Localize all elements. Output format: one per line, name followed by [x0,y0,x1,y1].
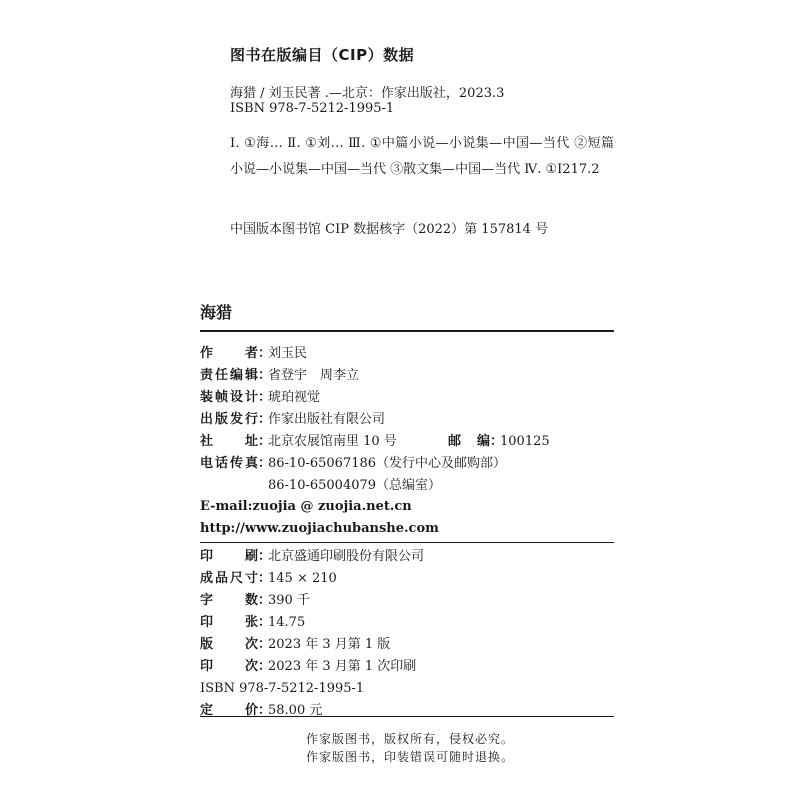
publisher-label: 出版发行 [200,412,258,427]
publisher-row: 出版发行：作家出版社有限公司 [200,409,385,431]
cip-title: 图书在版编目（CIP）数据 [230,46,415,64]
size-row: 成品尺寸：145 × 210 [200,568,337,590]
design-value: 琥珀视觉 [268,390,321,405]
cip-bibliographic-line: 海猎 / 刘玉民著 .—北京：作家出版社，2023.3 [230,86,505,101]
publisher-value: 作家出版社有限公司 [268,412,386,427]
isbn-line: ISBN 978-7-5212-1995-1 [200,681,365,696]
postcode-value: 100125 [500,434,550,449]
edition-label: 版次 [200,637,258,652]
address-value: 北京农展馆南里 10 号 [268,434,397,449]
cip-approval-number: 中国版本图书馆 CIP 数据核字（2022）第 157814 号 [230,222,549,237]
design-row: 装帧设计：琥珀视觉 [200,387,320,409]
author-label: 作者 [200,346,258,361]
title-divider [200,330,614,332]
edition-row: 版次：2023 年 3 月第 1 版 [200,634,390,656]
bottom-divider [200,716,614,717]
design-label: 装帧设计 [200,390,258,405]
phone-row: 电话传真：86-10-65067186（发行中心及邮购部） [200,453,506,475]
phone-value-1: 86-10-65067186（发行中心及邮购部） [268,456,507,471]
phone-row-2 [268,475,441,497]
size-value: 145 × 210 [268,571,337,586]
sheets-row: 印张：14.75 [200,612,305,634]
words-value: 390 千 [268,593,310,608]
printer-value: 北京盛通印刷股份有限公司 [268,549,425,564]
size-label: 成品尺寸 [200,571,258,586]
sheets-value: 14.75 [268,615,306,630]
edition-value: 2023 年 3 月第 1 版 [268,637,391,652]
sheets-label: 印张 [200,615,258,630]
words-row: 字数：390 千 [200,590,310,612]
address-row: 社址：北京农展馆南里 10 号 邮编：100125 [200,431,550,453]
editor-label: 责任编辑 [200,368,258,383]
editor-row: 责任编辑：省登宇 周李立 [200,365,359,387]
price-row: 定价：58.00 元 [200,700,322,722]
price-label: 定价 [200,703,258,718]
return-notice: 作家版图书，印装错误可随时退换。 [305,750,514,764]
cip-isbn-line: ISBN 978-7-5212-1995-1 [230,101,395,116]
book-title: 海猎 [200,303,233,322]
postcode-label: 邮编 [448,434,490,449]
editor-value: 省登宇 周李立 [268,368,360,383]
website-line: http://www.zuojiachubanshe.com [200,521,439,536]
printer-label: 印刷 [200,549,258,564]
author-value: 刘玉民 [268,346,308,361]
phone-value-2: 86-10-65004079（总编室） [268,478,442,493]
impression-label: 印次 [200,659,258,674]
printer-row: 印刷：北京盛通印刷股份有限公司 [200,546,424,568]
phone-label: 电话传真 [200,456,258,471]
email-line: E-mail:zuojia @ zuojia.net.cn [200,499,412,514]
address-label: 社址 [200,434,258,449]
words-label: 字数 [200,593,258,608]
copyright-notice: 作家版图书，版权所有，侵权必究。 [305,732,514,746]
details-divider [200,542,614,543]
author-row: 作者：刘玉民 [200,343,307,365]
impression-row: 印次：2023 年 3 月第 1 次印刷 [200,656,416,678]
price-value: 58.00 元 [268,703,323,718]
cip-classification: Ⅰ. ①海… Ⅱ. ①刘… Ⅲ. ①中篇小说—小说集—中国—当代 ②短篇小说—小说集—中国—当代 ③散文集—中国—当代 Ⅳ. ①I217.2 [230,136,614,177]
impression-value: 2023 年 3 月第 1 次印刷 [268,659,417,674]
